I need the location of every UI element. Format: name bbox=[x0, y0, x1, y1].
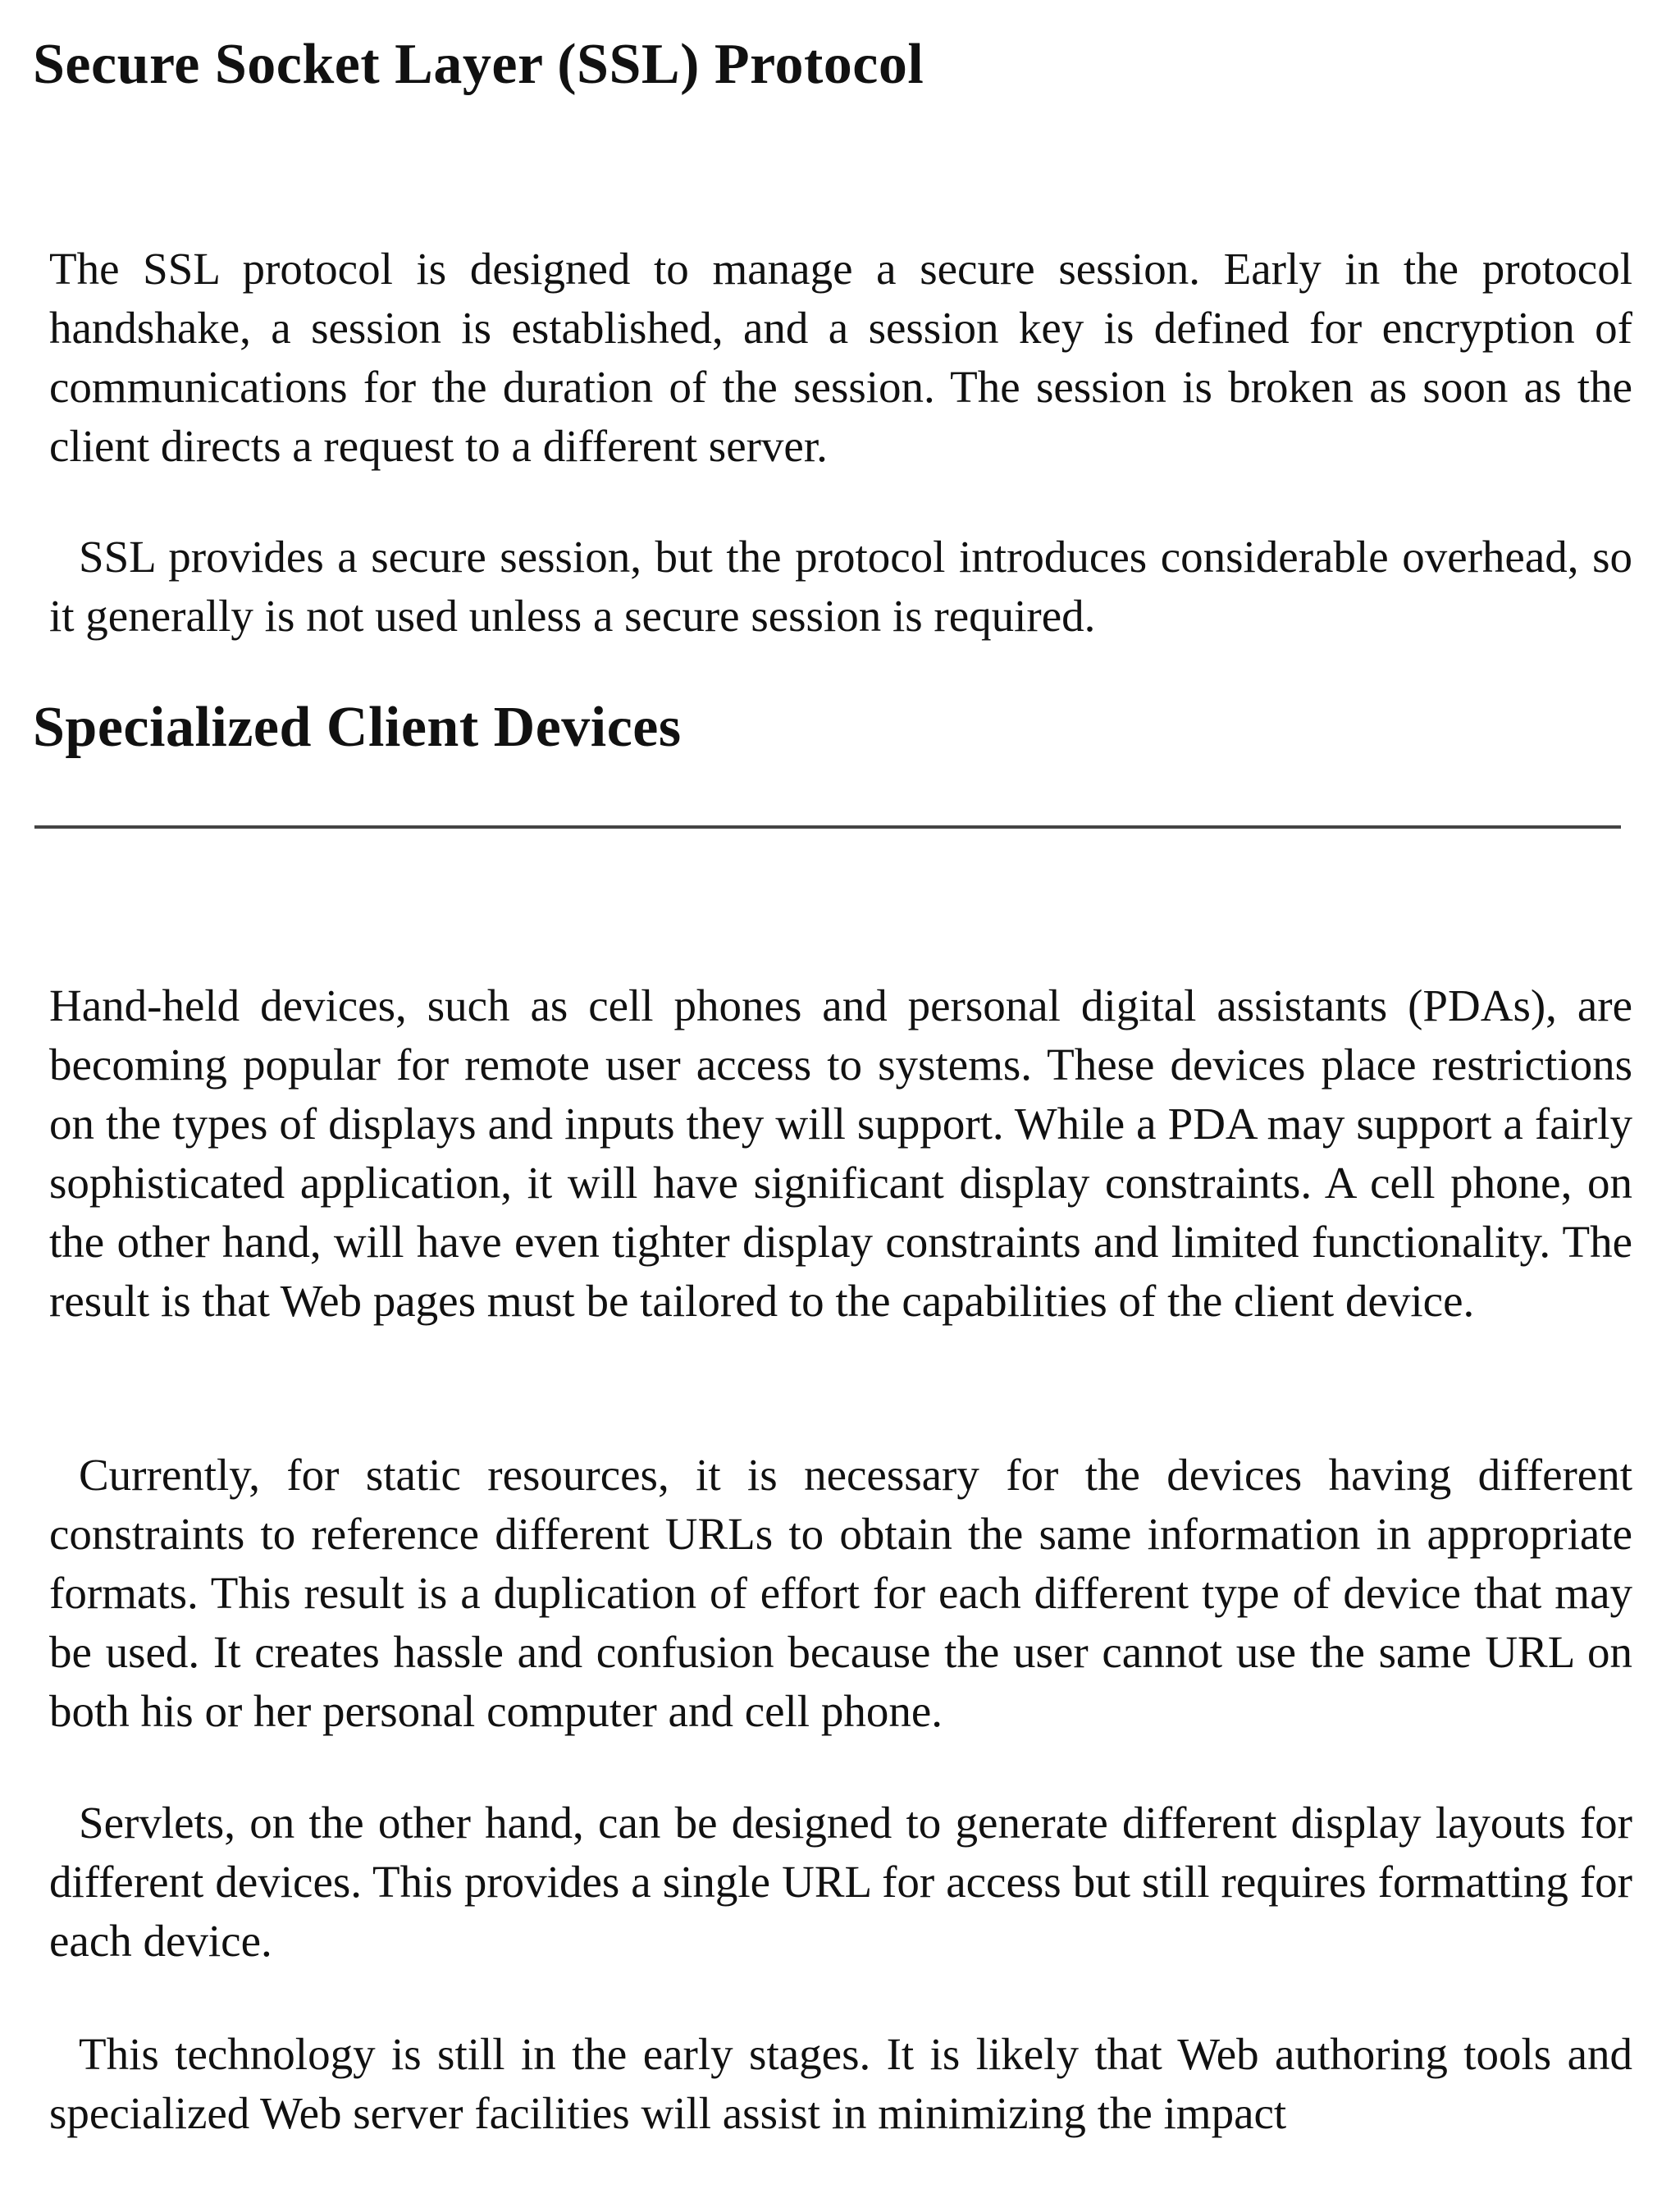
section-heading-client-devices: Specialized Client Devices bbox=[33, 696, 682, 759]
paragraph-servlets: Servlets, on the other hand, can be designed to generate different display layouts for different devices. This provides a single URL for access but still requires formatting for each device. bbox=[49, 1798, 1632, 1966]
horizontal-divider bbox=[34, 825, 1621, 829]
paragraph-hand-held-devices: Hand-held devices, such as cell phones and personal digital assistants (PDAs), are becoming popular for remote user access to systems. These devices place restrictions on the types of displays and inputs they will support. While a PDA may support a fairly sophisticated application, it will have significant display constraints. A cell phone, on the other hand, will have even tighter display constraints and limited functionality. The result is that Web pages must be tailored to the capabilities of the client device. bbox=[49, 980, 1632, 1326]
section-heading-ssl-protocol: Secure Socket Layer (SSL) Protocol bbox=[33, 33, 924, 96]
paragraph-early-stages: This technology is still in the early stages. It is likely that Web authoring tools and specialized Web server facilities will assist in minimizing the impact bbox=[49, 2029, 1632, 2138]
paragraph-ssl-overhead: SSL provides a secure session, but the protocol introduces considerable overhead, so it generally is not used unless a secure session is required. bbox=[49, 532, 1632, 641]
paragraph-static-resources: Currently, for static resources, it is necessary for the devices having different constraints to reference different URLs to obtain the same information in appropriate formats. This result is a duplication of effort for each different type of device that may be used. It creates hassle and confusion because the user cannot use the same URL on both his or her personal computer and cell phone. bbox=[49, 1450, 1632, 1736]
paragraph-ssl-session: The SSL protocol is designed to manage a secure session. Early in the protocol handshake, a session is established, and a session key is defined for encryption of communications for the duration of the session. The session is broken as soon as the client directs a request to a different server. bbox=[49, 244, 1632, 471]
